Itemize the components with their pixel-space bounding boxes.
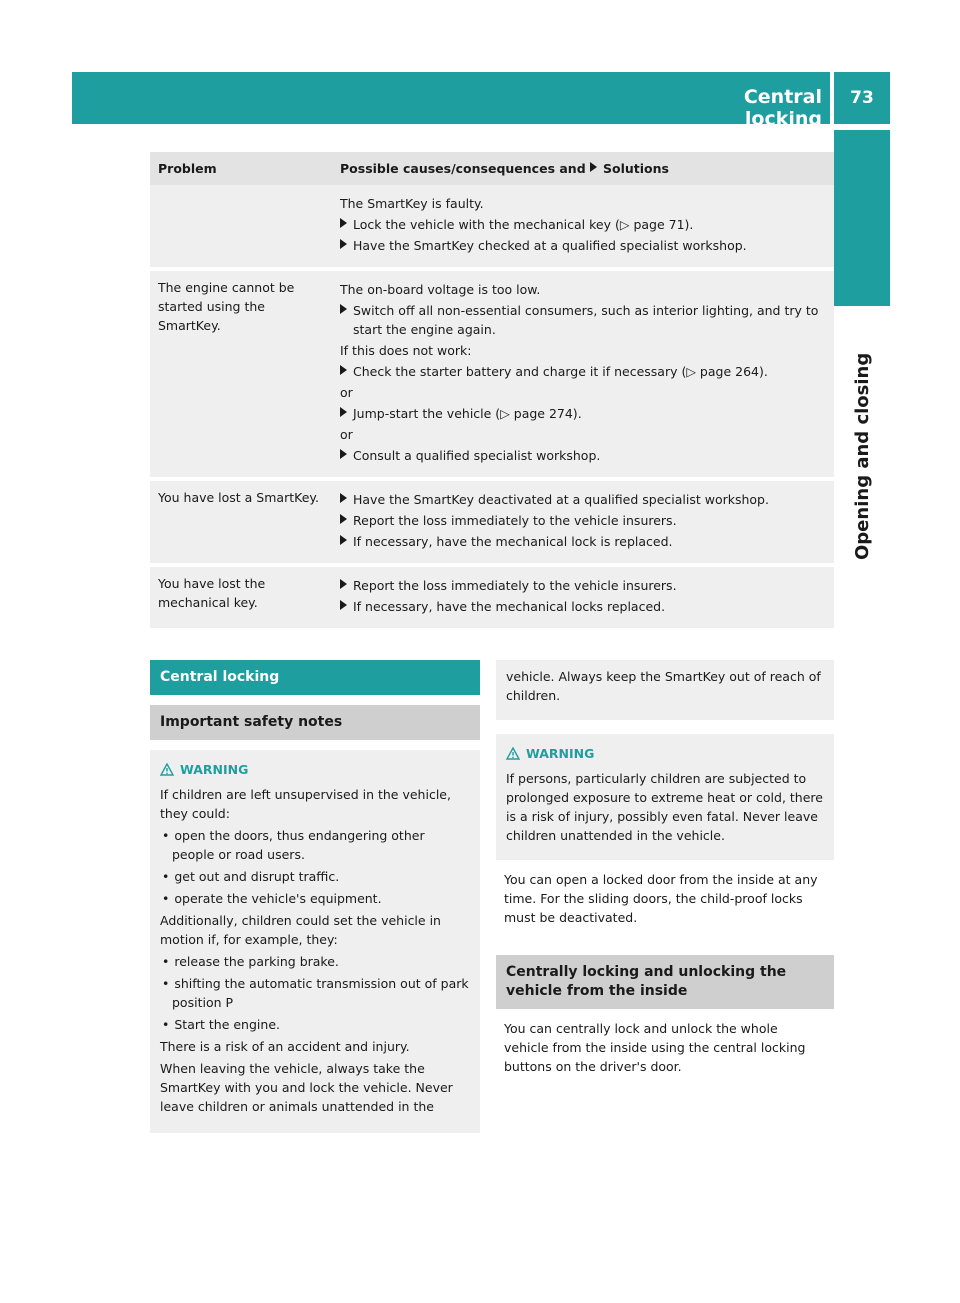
solution-step [340,532,826,551]
solution-step [340,215,826,234]
solution-step [340,236,826,255]
solution-step-text: Check the starter battery and charge it if necessary (▷ page 264). [353,364,768,379]
header-solutions [332,152,834,185]
solution-step-text: Consult a qualified specialist workshop. [353,448,601,463]
warning-p1: If children are left unsupervised in the vehicle, they could: [160,787,451,821]
arrow-icon [590,162,597,172]
side-tab [846,320,876,560]
arrow-icon [340,218,347,228]
arrow-icon [340,304,347,314]
warning-label: WARNING [180,762,249,777]
list-item: • open the doors, thus endangering other people or road users. [160,826,470,864]
warning-p2: Additionally, children could set the vehicle in motion if, for example, they: [160,913,441,947]
solution-step-text: Report the loss immediately to the vehicle insurers. [353,578,677,593]
bullet-list-1 [160,826,470,908]
warning-text-2: If persons, particularly children are subjected to prolonged exposure to extreme heat or cold, there is a risk of injury, possibly even fatal. Never leave children unattended in the vehicle. [506,771,823,843]
arrow-icon [340,535,347,545]
solution-step [340,446,826,465]
solution-step-text: If necessary, have the mechanical locks replaced. [353,599,666,614]
arrow-icon [340,600,347,610]
arrow-icon [340,579,347,589]
warning-p4: When leaving the vehicle, always take the SmartKey with you and lock the vehicle. Never leave children or animals unattended in the [160,1061,453,1114]
body-paragraph-1: You can open a locked door from the inside at any time. For the sliding doors, the child-proof locks must be deactivated. [504,872,818,925]
solution-step-text: Have the SmartKey checked at a qualified specialist workshop. [353,238,747,253]
list-item: • operate the vehicle's equipment. [160,889,470,908]
problem-cell: You have lost a SmartKey. [150,479,332,565]
list-item: • get out and disrupt traffic. [160,867,470,886]
page-header-title: Central locking [743,86,822,130]
solutions-cell [332,479,834,565]
arrow-icon [340,239,347,249]
solutions-cell [332,185,834,269]
solutions-cell [332,269,834,479]
table-body [150,185,834,630]
warning-p3: There is a risk of an accident and injury. [160,1039,410,1054]
warning-label-2: WARNING [526,746,595,761]
arrow-icon [340,407,347,417]
warning-triangle-icon [506,747,520,760]
problem-cell [150,185,332,269]
list-item: • release the parking brake. [160,952,470,971]
cause-text: The on-board voltage is too low. [340,282,541,297]
cause-text: If this does not work: [340,343,472,358]
solution-step [340,404,826,423]
body-paragraph-2: You can centrally lock and unlock the whole vehicle from the inside using the central locking buttons on the driver's door. [504,1021,806,1074]
solution-step-text: If necessary, have the mechanical lock is replaced. [353,534,673,549]
problem-cell: You have lost the mechanical key. [150,565,332,630]
side-tab-block [834,130,890,306]
right-column [496,660,834,1076]
warning-continuation [496,660,834,720]
warning-box [150,750,480,1133]
solution-step-text: Jump-start the vehicle (▷ page 274). [353,406,582,421]
table-header-row [150,152,834,185]
solution-step [340,362,826,381]
list-item: • shifting the automatic transmission out of park position P [160,974,470,1012]
cause-text: or [340,427,353,442]
solution-step-text: Have the SmartKey deactivated at a qualified specialist workshop. [353,492,769,507]
solution-step [340,597,826,616]
list-item: • Start the engine. [160,1015,470,1034]
solution-step-text: Switch off all non-essential consumers, such as interior lighting, and try to start the engine again. [353,303,819,337]
table-row [150,565,834,630]
troubleshooting-table [150,152,834,632]
table-row [150,185,834,269]
warning-continuation-text: vehicle. Always keep the SmartKey out of reach of children. [506,669,821,703]
side-tab-label: Opening and closing [852,352,873,560]
solution-step [340,301,826,339]
solution-step-text: Lock the vehicle with the mechanical key (▷ page 71). [353,217,694,232]
arrow-icon [340,365,347,375]
header-solutions-label: Possible causes/consequences and Solutions [340,161,669,176]
warning-box-2 [496,734,834,860]
header-problem: Problem [150,152,332,185]
table-row [150,269,834,479]
subsection-title: Important safety notes [150,705,480,740]
solution-step [340,511,826,530]
arrow-icon [340,493,347,503]
sub-heading: Centrally locking and unlocking the vehicle from the inside [496,955,834,1009]
warning-triangle-icon [160,763,174,776]
solution-step-text: Report the loss immediately to the vehicle insurers. [353,513,677,528]
cause-text: or [340,385,353,400]
solution-step [340,576,826,595]
problem-cell: The engine cannot be started using the SmartKey. [150,269,332,479]
solution-step [340,490,826,509]
solutions-cell [332,565,834,630]
warning-heading-2 [506,744,824,763]
left-column [150,660,480,1133]
arrow-icon [340,514,347,524]
table-row [150,479,834,565]
arrow-icon [340,449,347,459]
cause-text: The SmartKey is faulty. [340,196,484,211]
warning-heading [160,760,470,779]
section-title: Central locking [150,660,480,695]
page-number: 73 [834,72,890,124]
bullet-list-2 [160,952,470,1034]
